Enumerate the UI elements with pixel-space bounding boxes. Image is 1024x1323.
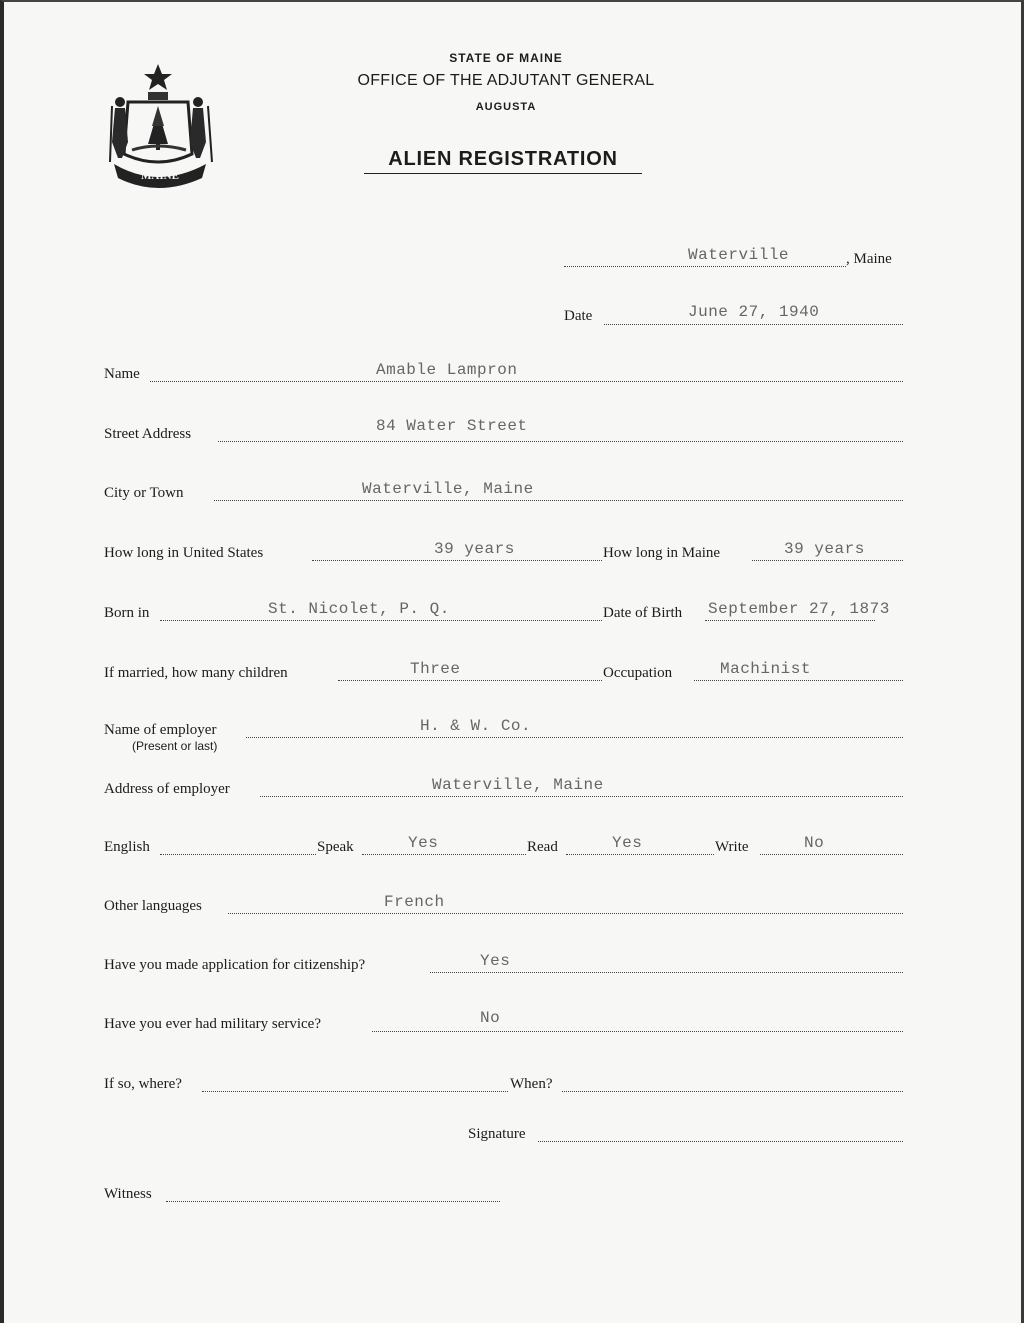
citizenship-label: Have you made application for citizenship? [104, 957, 366, 973]
name-label: Name [104, 366, 140, 382]
military-value: No [480, 1009, 501, 1027]
dob-dots [705, 620, 875, 621]
street-value: 84 Water Street [376, 417, 528, 435]
write-value: No [804, 834, 825, 852]
employer-address-label: Address of employer [104, 781, 230, 797]
dob-label: Date of Birth [603, 605, 683, 621]
maine-duration-label: How long in Maine [603, 545, 721, 561]
employer-address-value: Waterville, Maine [432, 776, 604, 794]
born-value: St. Nicolet, P. Q. [268, 600, 450, 618]
us-duration-value: 39 years [434, 540, 515, 558]
speak-value: Yes [408, 834, 439, 852]
us-duration-label: How long in United States [104, 545, 264, 561]
svg-text:MAINE: MAINE [141, 170, 179, 182]
employer-note: (Present or last) [132, 739, 218, 753]
read-label: Read [527, 839, 558, 855]
english-label: English [104, 839, 150, 855]
when-label: When? [510, 1076, 553, 1092]
other-languages-dots [228, 913, 903, 914]
occupation-label: Occupation [603, 665, 673, 681]
signature-dots [538, 1141, 903, 1142]
date-label: Date [564, 308, 593, 324]
citizenship-value: Yes [480, 952, 511, 970]
maine-duration-value: 39 years [784, 540, 865, 558]
where-dots [202, 1091, 508, 1092]
employer-label: Name of employer [104, 722, 217, 738]
place-dots [564, 266, 846, 267]
place-suffix: , Maine [846, 251, 892, 267]
employer-value: H. & W. Co. [420, 717, 532, 735]
children-dots [338, 680, 602, 681]
read-value: Yes [612, 834, 643, 852]
place-value: Waterville [688, 246, 790, 264]
where-label: If so, where? [104, 1076, 182, 1092]
maine-duration-dots [752, 560, 903, 561]
street-label: Street Address [104, 426, 192, 442]
military-dots [372, 1031, 903, 1032]
office-heading: OFFICE OF THE ADJUTANT GENERAL [357, 72, 655, 89]
military-label: Have you ever had military service? [104, 1016, 321, 1032]
other-languages-value: French [384, 893, 445, 911]
dob-value: September 27, 1873 [708, 600, 890, 618]
occupation-dots [694, 680, 903, 681]
speak-label: Speak [317, 839, 354, 855]
state-heading: STATE OF MAINE [449, 51, 563, 65]
signature-label: Signature [468, 1126, 526, 1142]
name-dots [150, 381, 903, 382]
form-title: ALIEN REGISTRATION [364, 148, 642, 174]
witness-label: Witness [104, 1186, 152, 1202]
witness-dots [166, 1201, 500, 1202]
read-dots [566, 854, 714, 855]
us-duration-dots [312, 560, 602, 561]
citizenship-dots [430, 972, 903, 973]
english-dots [160, 854, 316, 855]
born-dots [160, 620, 602, 621]
write-label: Write [715, 839, 749, 855]
date-value: June 27, 1940 [688, 303, 820, 321]
children-label: If married, how many children [104, 665, 288, 681]
write-dots [760, 854, 903, 855]
city-heading: AUGUSTA [475, 101, 537, 113]
occupation-value: Machinist [720, 660, 811, 678]
employer-dots [246, 737, 903, 738]
city-dots [214, 500, 903, 501]
name-value: Amable Lampron [376, 361, 518, 379]
employer-address-dots [260, 796, 903, 797]
children-value: Three [410, 660, 461, 678]
city-value: Waterville, Maine [362, 480, 534, 498]
other-languages-label: Other languages [104, 898, 202, 914]
date-dots [604, 324, 903, 325]
speak-dots [362, 854, 526, 855]
born-label: Born in [104, 605, 150, 621]
city-label: City or Town [104, 485, 184, 501]
when-dots [562, 1091, 903, 1092]
street-dots [218, 441, 903, 442]
